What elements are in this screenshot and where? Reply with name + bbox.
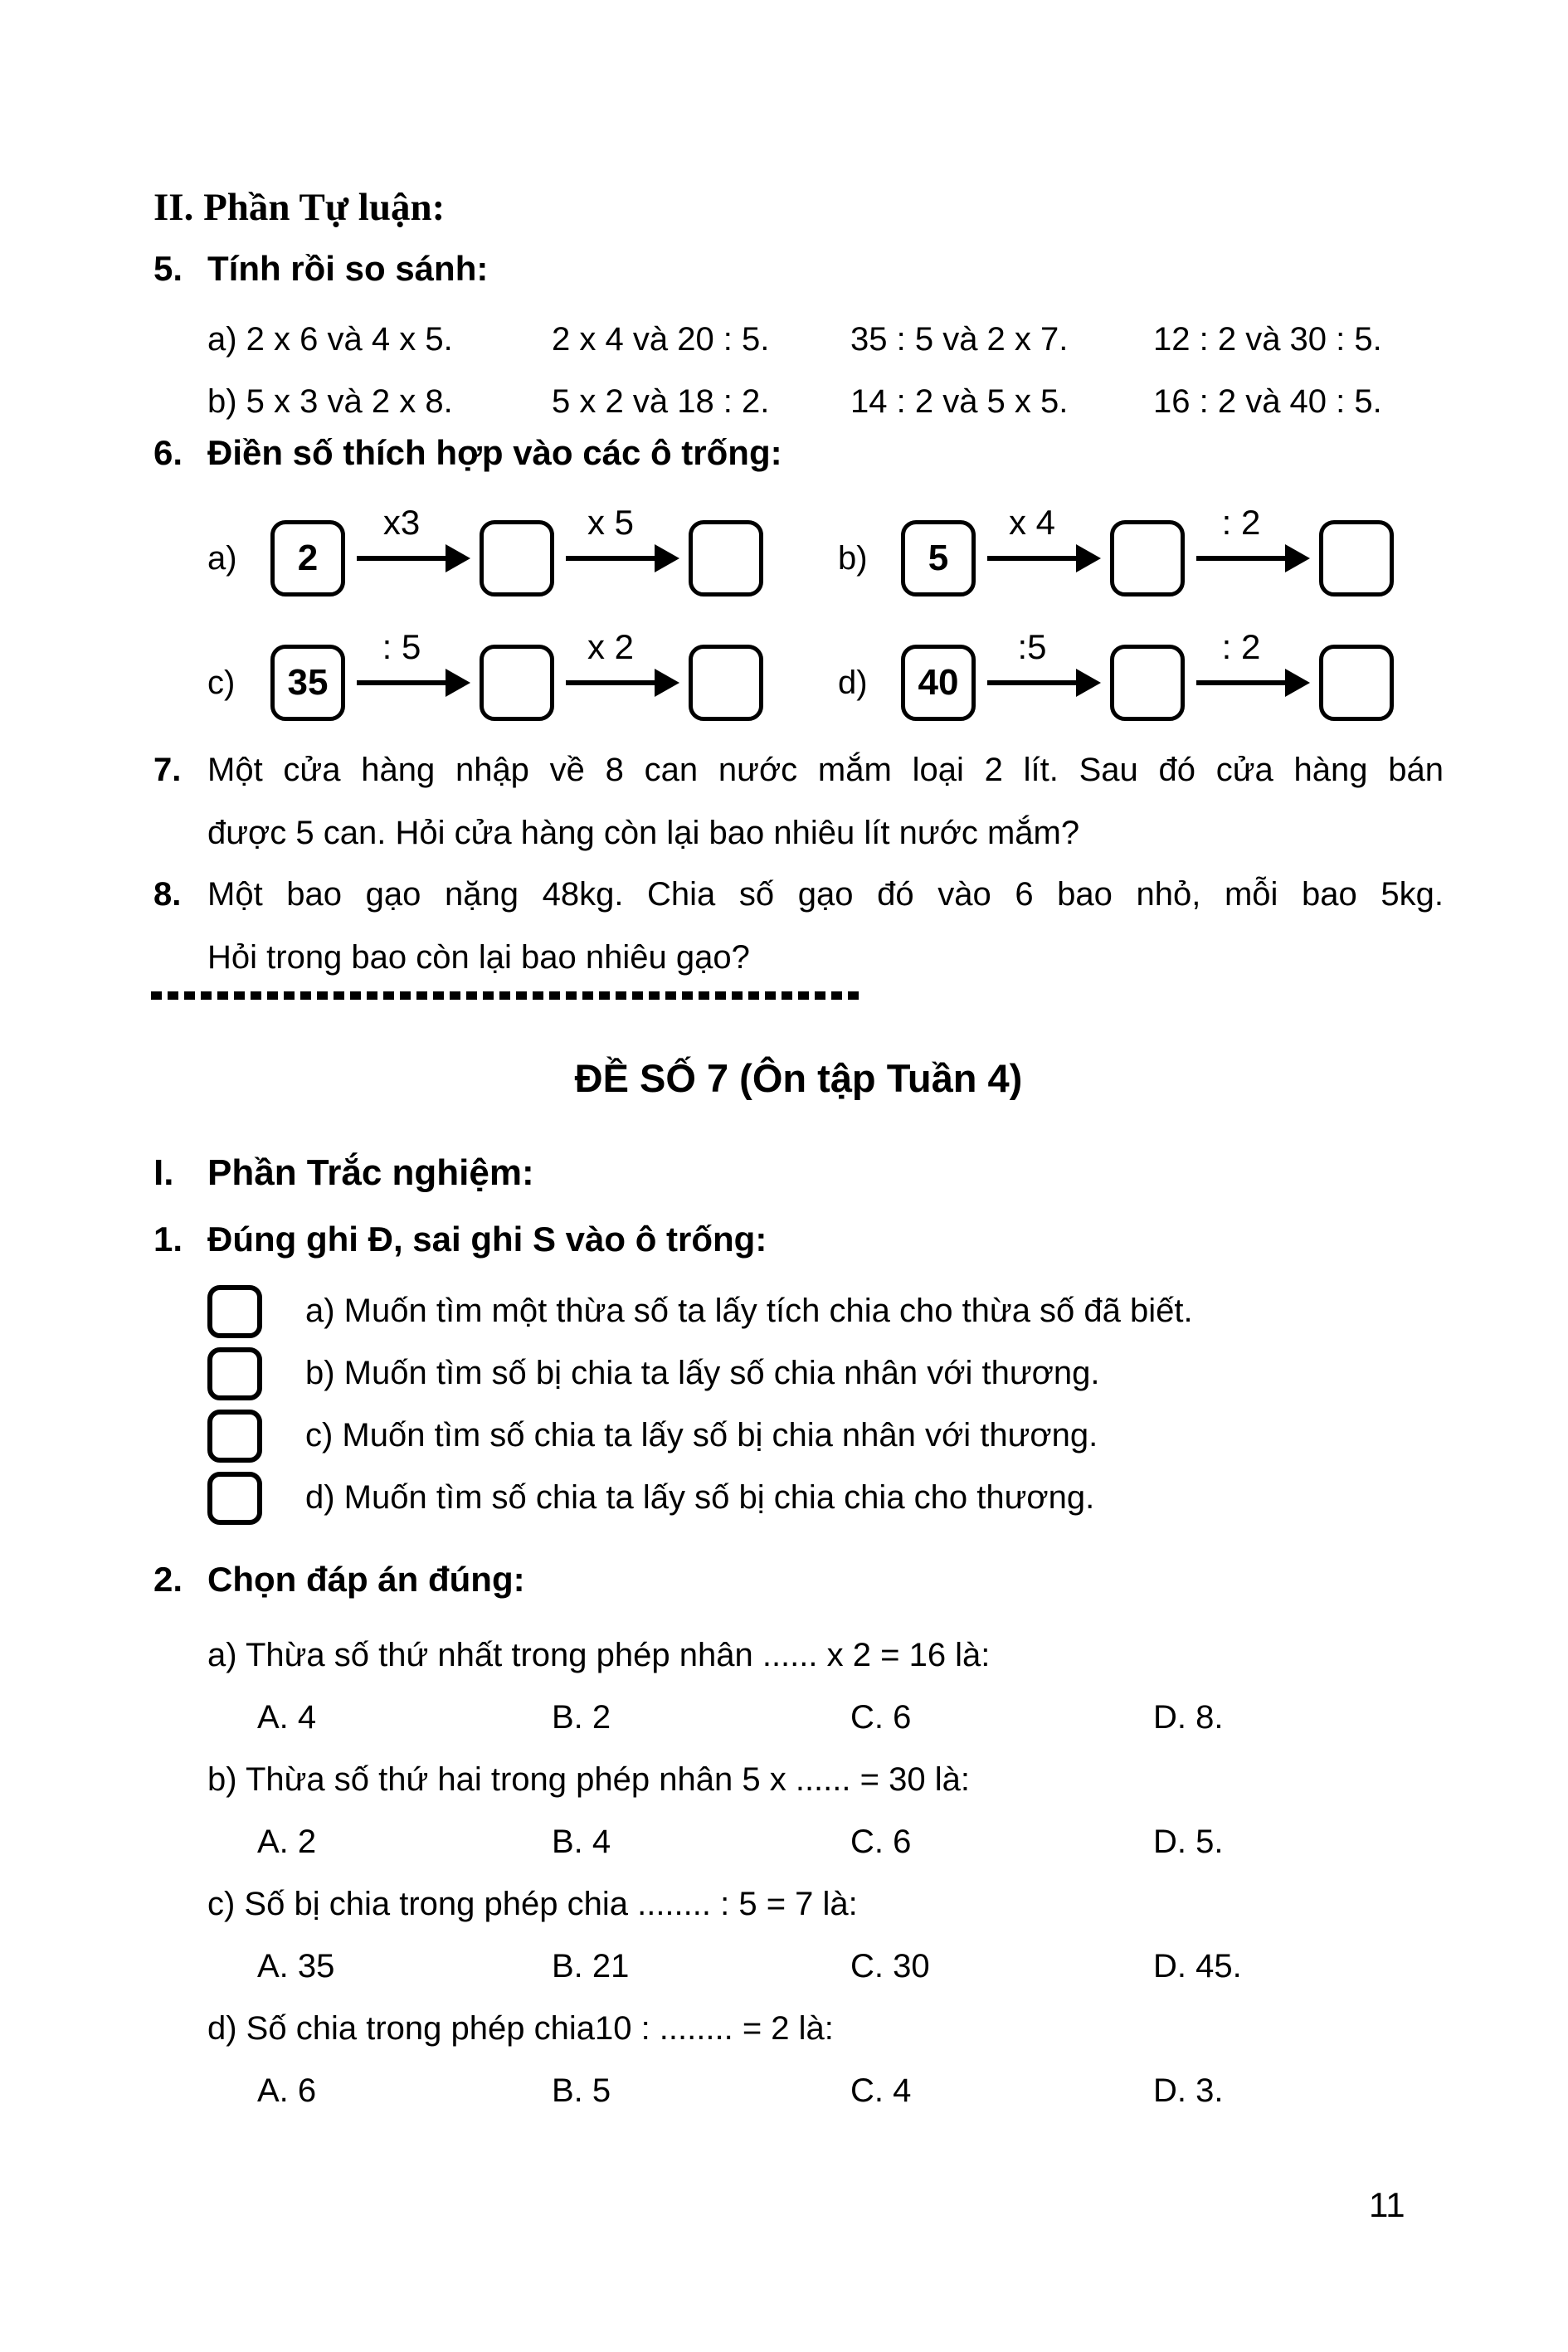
exam-title: ĐỀ SỐ 7 (Ôn tập Tuần 4) [574,1056,1023,1100]
compare-row-a [153,309,1448,371]
option-c: C. 30 [850,1948,930,1984]
question-6-title: 6. Điền số thích hợp vào các ô trống: [153,431,1448,475]
diagram-row-1 [153,496,1448,621]
diagram-row-2 [153,621,1448,745]
operation-label: : 2 [1221,627,1261,666]
true-false-row-c [153,1405,1448,1467]
operation-label: : 5 [382,627,421,666]
question-8-text [207,863,1444,989]
diagram-d-label: d) [838,664,868,701]
question-6 [153,431,1448,745]
question-7-text [207,738,1444,864]
answer-checkbox [207,1347,262,1400]
compare-row-b [153,371,1448,433]
question-8-number: 8. [153,876,182,913]
mcq-options-d [153,2060,1448,2122]
question-5 [153,247,1448,433]
compare-cell: 2 x 4 và 20 : 5. [552,321,770,358]
diagram-d [838,621,1394,745]
option-c: C. 6 [850,1699,912,1736]
operation-label: : 2 [1221,503,1261,542]
option-a: A. 35 [257,1948,335,1984]
operation-arrow [1196,503,1286,561]
page-number: 11 [1369,2185,1405,2224]
empty-answer-box [480,520,554,597]
option-a: A. 2 [257,1824,317,1860]
operation-arrow [987,503,1077,561]
operation-label: x3 [382,503,421,542]
question-5-rows [153,309,1448,433]
compare-cell: 12 : 2 và 30 : 5. [1153,321,1382,358]
question-8 [153,863,1444,989]
statement-text: d) Muốn tìm số chia ta lấy số bị chia chia cho thương. [305,1479,1095,1516]
mcq-question-d: d) Số chia trong phép chia10 : ........ = 2 là: [207,2010,834,2047]
operation-arrow [566,627,655,685]
diagram-a [207,496,763,621]
question-1-title: 1. Đúng ghi Đ, sai ghi S vào ô trống: [153,1218,1448,1261]
mcq-list [153,1624,1448,2122]
option-c: C. 4 [850,2072,912,2109]
question-7-line1: Một cửa hàng nhập về 8 can nước mắm loại 2 lít. Sau đó cửa hàng bán [207,752,1444,788]
statement-text: c) Muốn tìm số chia ta lấy số bị chia nhân với thương. [305,1417,1098,1454]
compare-cell: 5 x 2 và 18 : 2. [552,383,770,420]
operation-label: x 4 [1008,503,1056,542]
question-7-line2: được 5 can. Hỏi cửa hàng còn lại bao nhiêu lít nước mắm? [207,815,1080,851]
option-b: B. 4 [552,1824,611,1860]
compare-cell: 16 : 2 và 40 : 5. [1153,383,1382,420]
mcq-options-b [153,1811,1448,1873]
question-7-number: 7. [153,752,182,788]
empty-answer-box [1319,645,1394,721]
question-7 [153,738,1444,864]
answer-checkbox [207,1410,262,1463]
empty-answer-box [1110,520,1185,597]
question-5-number: 5. [153,249,183,288]
true-false-row-b [153,1342,1448,1405]
option-a: A. 6 [257,2072,317,2109]
empty-answer-box [689,520,763,597]
true-false-row-a [153,1280,1448,1342]
true-false-row-d [153,1467,1448,1529]
option-b: B. 2 [552,1699,611,1736]
start-number-box: 5 [901,520,976,597]
start-number-box: 35 [270,645,345,721]
number-chain-diagrams [153,496,1448,745]
question-2-number: 2. [153,1560,183,1599]
section-multiple-choice-heading: I. Phần Trắc nghiệm: [153,1152,534,1193]
mcq-options-c [153,1936,1448,1998]
statement-text: b) Muốn tìm số bị chia ta lấy số chia nhân với thương. [305,1355,1100,1391]
option-d: D. 5. [1153,1824,1224,1860]
compare-cell: a) 2 x 6 và 4 x 5. [207,321,453,358]
diagram-a-label: a) [207,539,237,577]
statement-text: a) Muốn tìm một thừa số ta lấy tích chia cho thừa số đã biết. [305,1293,1193,1329]
option-b: B. 21 [552,1948,630,1984]
dashed-separator [151,991,861,1000]
question-6-number: 6. [153,433,183,472]
operation-arrow [987,627,1077,685]
mcq-question-c: c) Số bị chia trong phép chia ........ : 5 = 7 là: [207,1886,858,1922]
compare-cell: 35 : 5 và 2 x 7. [850,321,1069,358]
question-2-title: 2. Chọn đáp án đúng: [153,1558,1448,1601]
diagram-c [207,621,763,745]
operation-arrow [357,627,446,685]
answer-checkbox [207,1472,262,1525]
operation-label: :5 [1017,627,1047,666]
empty-answer-box [1110,645,1185,721]
start-number-box: 2 [270,520,345,597]
question-2 [153,1558,1448,2122]
section-heading-number: I. [153,1152,174,1193]
question-1-number: 1. [153,1220,183,1259]
mcq-question-b: b) Thừa số thứ hai trong phép nhân 5 x ...... = 30 là: [207,1761,970,1798]
operation-arrow [357,503,446,561]
operation-label: x 5 [587,503,635,542]
question-5-title: 5. Tính rồi so sánh: [153,247,1448,290]
diagram-b [838,496,1394,621]
mcq-question-a: a) Thừa số thứ nhất trong phép nhân ...... x 2 = 16 là: [207,1637,991,1673]
true-false-list [153,1280,1448,1529]
option-d: D. 8. [1153,1699,1224,1736]
operation-arrow [1196,627,1286,685]
empty-answer-box [1319,520,1394,597]
answer-checkbox [207,1285,262,1338]
question-8-line1: Một bao gạo nặng 48kg. Chia số gạo đó vào 6 bao nhỏ, mỗi bao 5kg. [207,876,1444,913]
option-d: D. 45. [1153,1948,1242,1984]
question-8-line2: Hỏi trong bao còn lại bao nhiêu gạo? [207,939,750,976]
mcq-options-a [153,1687,1448,1749]
question-1 [153,1218,1448,1529]
operation-label: x 2 [587,627,635,666]
option-d: D. 3. [1153,2072,1224,2109]
option-c: C. 6 [850,1824,912,1860]
option-a: A. 4 [257,1699,317,1736]
operation-arrow [566,503,655,561]
start-number-box: 40 [901,645,976,721]
diagram-c-label: c) [207,664,236,701]
empty-answer-box [480,645,554,721]
compare-cell: b) 5 x 3 và 2 x 8. [207,383,453,420]
section-essay-heading: II. Phần Tự luận: [153,186,446,229]
empty-answer-box [689,645,763,721]
compare-cell: 14 : 2 và 5 x 5. [850,383,1069,420]
diagram-b-label: b) [838,539,868,577]
option-b: B. 5 [552,2072,611,2109]
